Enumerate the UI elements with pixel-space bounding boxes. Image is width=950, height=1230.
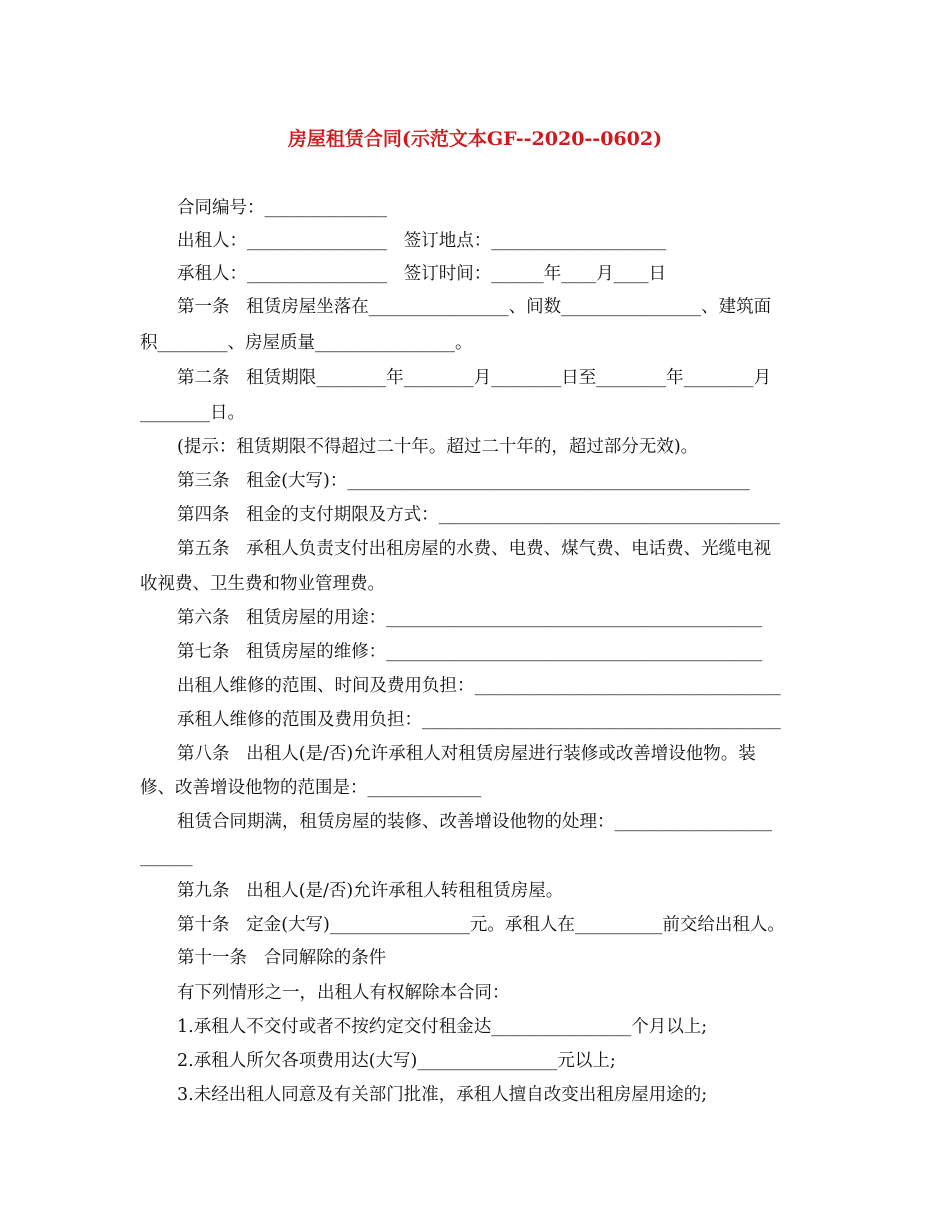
article-9-line: 第九条 出租人(是/否)允许承租人转租租赁房屋。 — [177, 881, 564, 901]
contract-number-line: 合同编号：______________ — [177, 198, 387, 218]
termination-item-3: 3.未经出租人同意及有关部门批准，承租人擅自改变出租房屋用途的; — [177, 1085, 708, 1105]
article-2-line: 第二条 租赁期限________年________月________日至________年________月 — [177, 368, 772, 388]
lessee-line: 承租人：________________ 签订时间：______年____月____日 — [177, 264, 667, 284]
article-11-line: 第十一条 合同解除的条件 — [177, 948, 387, 968]
termination-item-2: 2.承租人所欠各项费用达(大写)________________元以上; — [177, 1051, 616, 1071]
article-1-continued: 积________、房屋质量________________。 — [140, 333, 473, 353]
article-8-line: 第八条 出租人(是/否)允许承租人对租赁房屋进行装修或改善增设他物。装 — [177, 744, 756, 764]
article-8-continued: 修、改善增设他物的范围是：_____________ — [140, 778, 482, 798]
lessor-line: 出租人：________________ 签订地点：____________________ — [177, 231, 667, 251]
hint-line: (提示：租赁期限不得超过二十年。超过二十年的，超过部分无效)。 — [177, 437, 699, 457]
article-1-line: 第一条 租赁房屋坐落在________________、间数________________、建筑面 — [177, 297, 772, 317]
article-2-continued: ________日。 — [140, 403, 245, 423]
lessee-repair-line: 承租人维修的范围及费用负担：_________________________________________ — [177, 710, 781, 730]
article-6-line: 第六条 租赁房屋的用途：___________________________________________ — [177, 608, 763, 628]
article-5-line: 第五条 承租人负责支付出租房屋的水费、电费、煤气费、电话费、光缆电视 — [177, 539, 772, 559]
termination-item-1: 1.承租人不交付或者不按约定交付租金达________________个月以上; — [177, 1017, 708, 1037]
article-7-line: 第七条 租赁房屋的维修：___________________________________________ — [177, 642, 763, 662]
expiry-treatment-continued: ______ — [140, 847, 193, 867]
document-title: 房屋租赁合同(示范文本GF--2020--0602) — [287, 128, 663, 150]
expiry-treatment-line: 租赁合同期满，租赁房屋的装修、改善增设他物的处理：__________________ — [177, 812, 772, 832]
termination-intro-line: 有下列情形之一，出租人有权解除本合同： — [177, 983, 510, 1003]
lessor-repair-line: 出租人维修的范围、时间及费用负担：___________________________________ — [177, 676, 781, 696]
article-5-continued: 收视费、卫生费和物业管理费。 — [140, 574, 385, 594]
article-10-line: 第十条 定金(大写)________________元。承租人在__________前交给出租人。 — [177, 915, 785, 935]
article-3-line: 第三条 租金(大写)：______________________________________________ — [177, 471, 750, 491]
article-4-line: 第四条 租金的支付期限及方式：_______________________________________ — [177, 505, 780, 525]
